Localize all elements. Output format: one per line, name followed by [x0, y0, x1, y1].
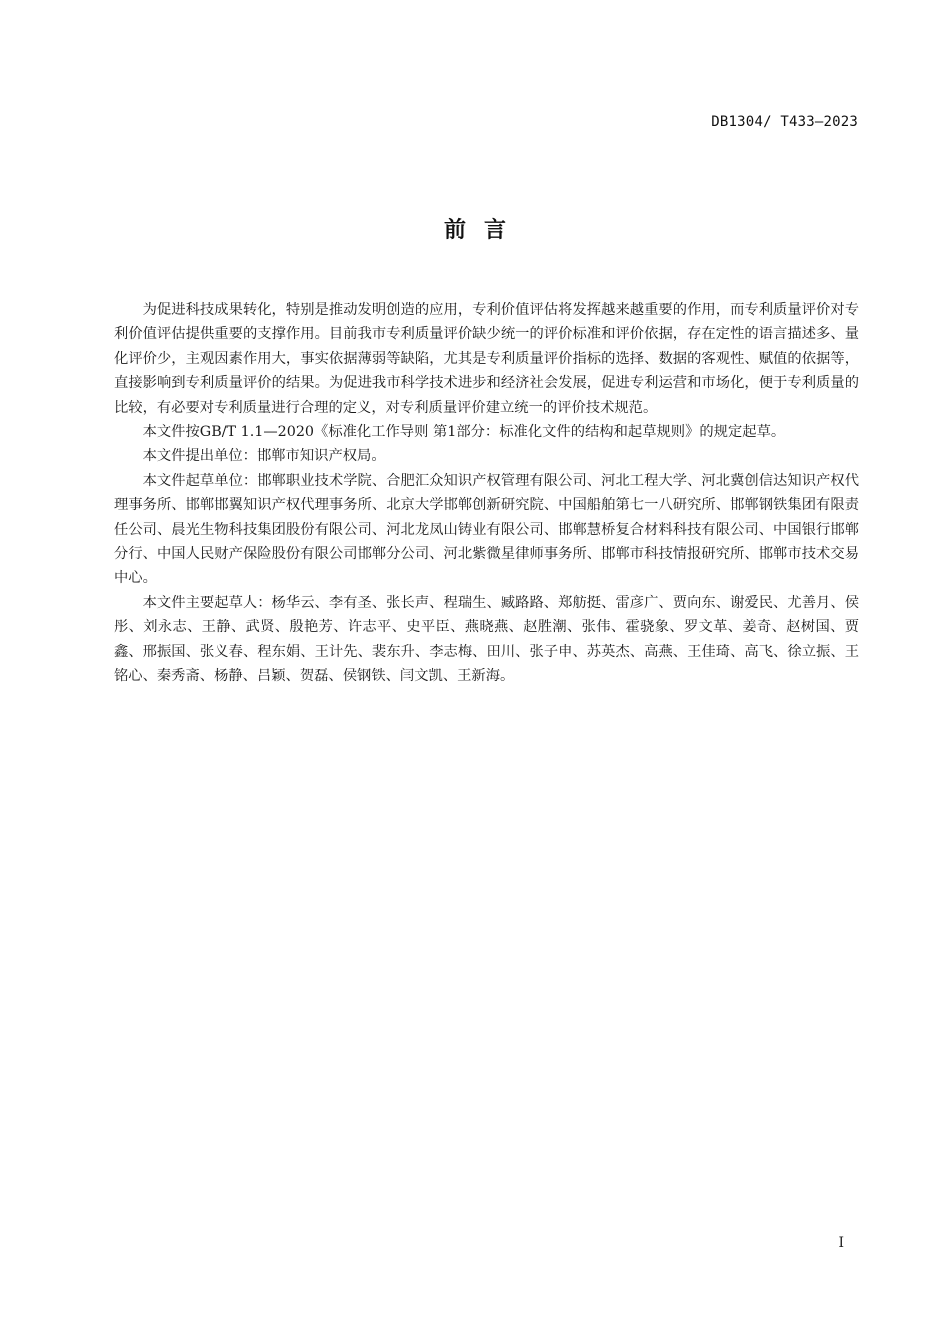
paragraph-drafters: 本文件主要起草人：杨华云、李有圣、张长声、程瑞生、臧路路、郑舫挺、雷彦广、贾向东、谢爱民、尤善月、侯彤、刘永志、王静、武贤、殷艳芳、许志平、史平臣、燕晓燕、赵胜潮、张伟、霍骁象、罗文革、姜奇、赵树国、贾鑫、邢振国、张义春、程东娟、王计先、裴东升、李志梅、田川、张子申、苏英杰、高燕、王佳琦、高飞、徐立振、王铭心、秦秀斋、杨静、吕颖、贺磊、侯钢铁、闫文凯、王新海。 — [114, 594, 859, 685]
paragraph-proposing-unit: 本文件提出单位：邯郸市知识产权局。 — [142, 448, 386, 465]
paragraph-drafting-rules: 本文件按GB/T 1.1—2020《标准化工作导则 第1部分：标准化文件的结构和起草规则》的规定起草。 — [142, 424, 786, 441]
foreword-body — [114, 298, 859, 689]
page-number: I — [838, 1235, 844, 1251]
paragraph-drafting-units: 本文件起草单位：邯郸职业技术学院、合肥汇众知识产权管理有限公司、河北工程大学、河北冀创信达知识产权代理事务所、邯郸邯翼知识产权代理事务所、北京大学邯郸创新研究院、中国船舶第七一八研究所、邯郸钢铁集团有限责任公司、晨光生物科技集团股份有限公司、河北龙凤山铸业有限公司、邯郸慧桥复合材料科技有限公司、中国银行邯郸分行、中国人民财产保险股份有限公司邯郸分公司、河北紫微星律师事务所、邯郸市科技情报研究所、邯郸市技术交易中心。 — [114, 472, 859, 587]
document-code: DB1304/ T433—2023 — [711, 114, 858, 130]
paragraph-purpose: 为促进科技成果转化，特别是推动发明创造的应用，专利价值评估将发挥越来越重要的作用，而专利质量评价对专利价值评估提供重要的支撑作用。目前我市专利质量评价缺少统一的评价标准和评价依据，存在定性的语言描述多、量化评价少，主观因素作用大，事实依据薄弱等缺陷，尤其是专利质量评价指标的选择、数据的客观性、赋值的依据等，直接影响到专利质量评价的结果。为促进我市科学技术进步和经济社会发展，促进专利运营和市场化，便于专利质量的比较，有必要对专利质量进行合理的定义，对专利质量评价建立统一的评价技术规范。 — [114, 302, 859, 416]
page-title: 前言 — [443, 218, 524, 243]
